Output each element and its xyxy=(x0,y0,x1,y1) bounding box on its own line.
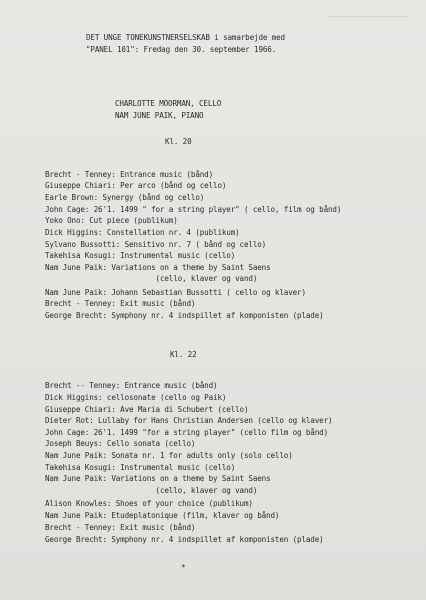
program-item: George Brecht: Symphony nr. 4 indspillet af komponisten (plade) xyxy=(45,311,324,320)
program-item: Brecht -- Tenney: Entrance music (bånd) xyxy=(45,381,218,390)
program-item: Joseph Beuys: Cello sonata (cello) xyxy=(45,439,196,448)
program-item: Brecht - Tenney: Exit music (bånd) xyxy=(45,523,196,532)
performer-2: NAM JUNE PAIK, PIANO xyxy=(115,111,204,120)
program-item: Brecht - Tenney: Exit music (bånd) xyxy=(45,299,196,308)
program-item: Sylvano Bussotti: Sensitivo nr. 7 ( bånd og cello) xyxy=(45,240,267,249)
program-item-continuation: (cello, klaver og vand) xyxy=(45,486,258,495)
program-item: Nam June Paik: Variations on a theme by Saint Saens xyxy=(45,263,271,272)
concert-1-time: Kl. 20 xyxy=(165,137,192,146)
program-item: George Brecht: Symphony nr. 4 indspillet af komponisten (plade) xyxy=(45,535,324,544)
footer-asterisk: * xyxy=(181,563,186,572)
header-line-2: "PANEL 101": Fredag den 30. september 1966. xyxy=(86,45,277,54)
concert-2-time: Kl. 22 xyxy=(170,350,197,359)
program-item: Earle Brown: Synergy (bånd og cello) xyxy=(45,193,205,202)
program-item-continuation: (cello, klaver og vand) xyxy=(45,274,258,283)
program-item: Dick Higgins: cellosonate (cello og Paik) xyxy=(45,393,227,402)
program-item: John Cage: 26'1. 1499 "for a string player" (cello film og bånd) xyxy=(45,428,328,437)
program-item: Nam June Paik: Variations on a theme by Saint Saens xyxy=(45,474,271,483)
faint-dotted-mark xyxy=(330,16,410,21)
program-item: Nam June Paik: Sonata nr. 1 for adults only (solo cello) xyxy=(45,451,293,460)
program-item: Nam June Paik: Etudeplatonique (film, klaver og bånd) xyxy=(45,511,280,520)
program-item: Nam June Paik: Johann Sebastian Bussotti ( cello og klaver) xyxy=(45,288,306,297)
program-item: Dieter Rot: Lullaby for Hans Christian Andersen (cello og klaver) xyxy=(45,416,333,425)
program-item: John Cage: 26'1. 1499 " for a string player" ( cello, film og bånd) xyxy=(45,205,342,214)
program-item: Giuseppe Chiari: Ave Maria di Schubert (cello) xyxy=(45,405,249,414)
program-item: Dick Higgins: Constellation nr. 4 (publikum) xyxy=(45,228,240,237)
program-item: Alison Knowles: Shoes of your choice (publikum) xyxy=(45,499,253,508)
performer-1: CHARLOTTE MOORMAN, CELLO xyxy=(115,99,222,108)
program-item: Takehisa Kosugi: Instrumental music (cello) xyxy=(45,463,236,472)
program-item: Takehisa Kosugi: Instrumental music (cello) xyxy=(45,251,236,260)
program-item: Brecht - Tenney: Entrance music (bånd) xyxy=(45,170,214,179)
program-item: Giuseppe Chiari: Per arco (bånd og cello) xyxy=(45,181,227,190)
header-line-1: DET UNGE TONEKUNSTNERSELSKAB i samarbejde med xyxy=(86,33,285,42)
program-item: Yoko Ono: Cut piece (publikum) xyxy=(45,216,178,225)
